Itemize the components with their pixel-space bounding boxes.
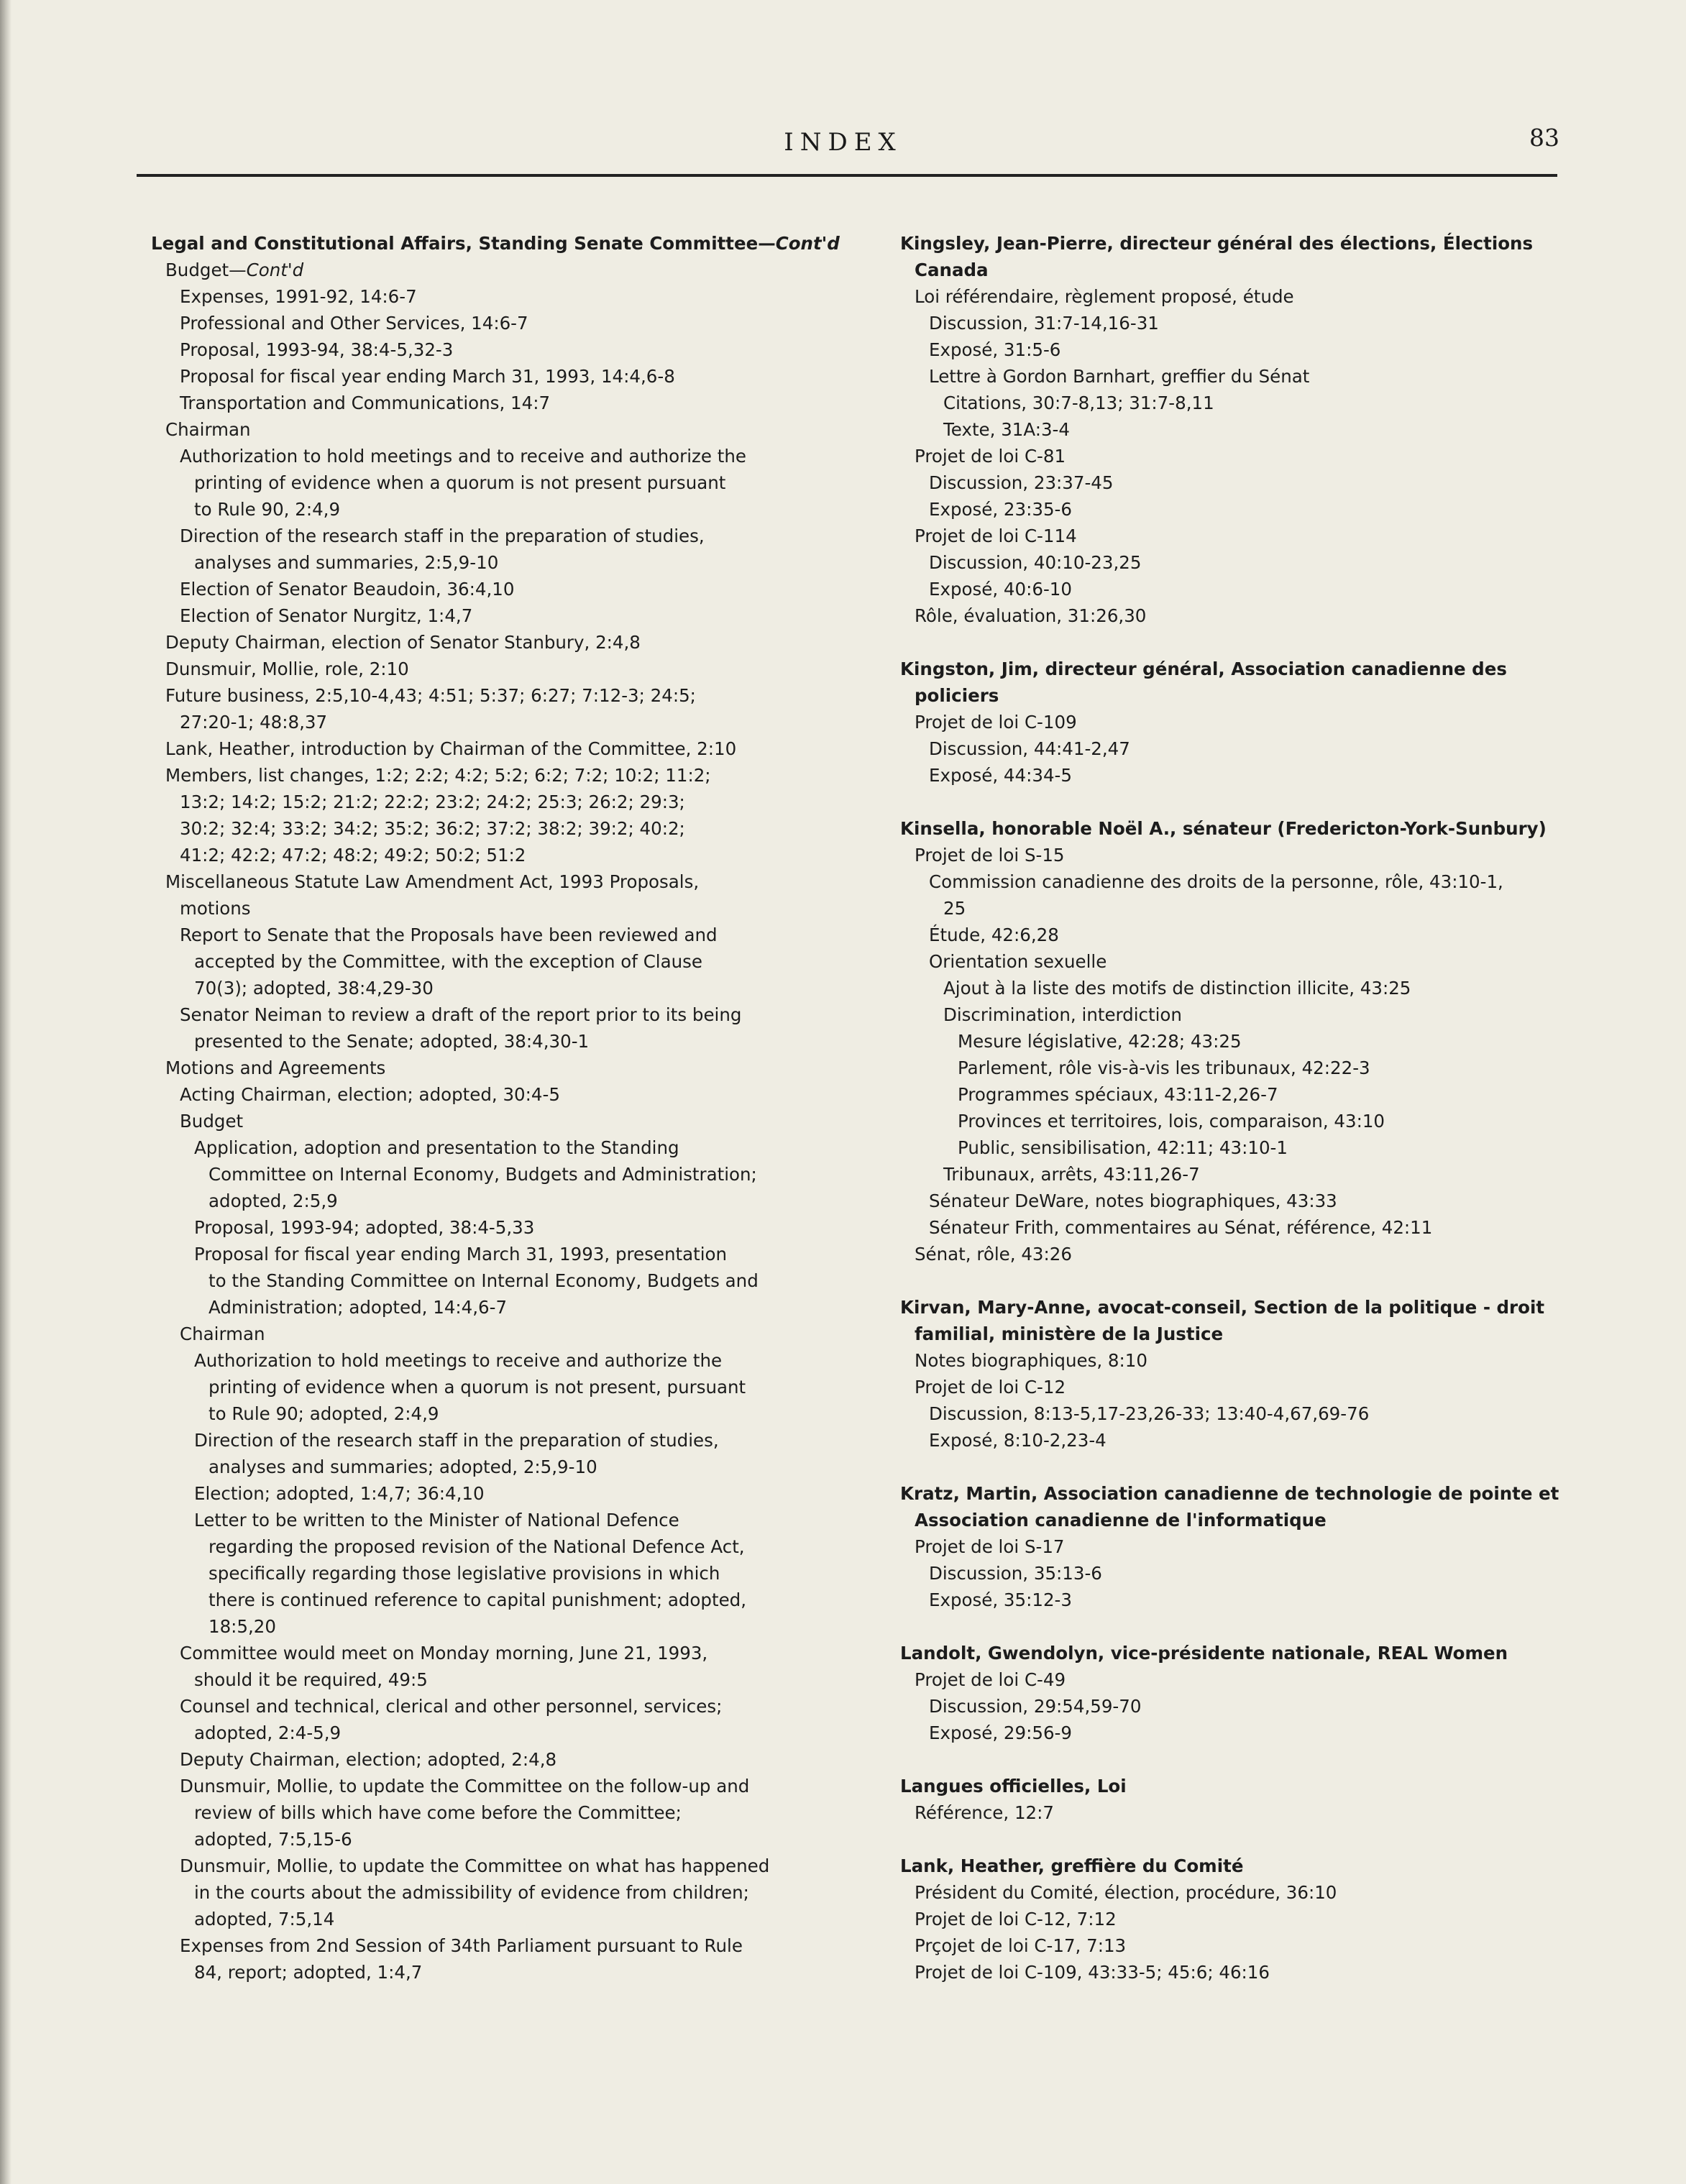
index-entry-line: Counsel and technical, clerical and other personnel, services; [180, 1696, 723, 1717]
index-entry-line [180, 283, 841, 310]
index-entry-text: Projet de loi C-109, 43:33-5; 45:6; 46:16 [915, 1962, 1270, 1983]
index-entry-line [180, 363, 841, 390]
index-column-right [900, 230, 1590, 1986]
index-entry [900, 1879, 1590, 1906]
index-entry-line [900, 1853, 1590, 1879]
index-entry [900, 1427, 1590, 1454]
index-entry-line [958, 1134, 1590, 1161]
index-entry [900, 1720, 1590, 1746]
index-entry-line [915, 709, 1590, 735]
index-entry-line [915, 443, 1590, 469]
index-entry-line: printing of evidence when a quorum is not present pursuant [194, 472, 726, 493]
index-entry-line [165, 257, 841, 283]
index-entry [900, 1347, 1590, 1374]
index-entry-line [180, 1321, 841, 1347]
index-entry-line: Authorization to hold meetings and to receive and authorize the [180, 446, 746, 467]
index-entry-text: Prçojet de loi C-17, 7:13 [915, 1935, 1127, 1956]
index-entry [900, 709, 1590, 735]
index-entry-text: Discussion, 35:13-6 [929, 1563, 1102, 1584]
index-entry-line [194, 1214, 841, 1241]
index-entry-line: Association canadienne de l'informatique [915, 1510, 1327, 1531]
index-entry-line [929, 948, 1590, 975]
index-entry-line [165, 656, 841, 682]
index-entry-line: review of bills which have come before the Committee; [194, 1802, 682, 1823]
index-entry-line: there is continued reference to capital punishment; adopted, [209, 1589, 746, 1610]
index-entry [900, 576, 1590, 602]
index-entry [151, 1746, 841, 1773]
index-entry-line [180, 1108, 841, 1134]
index-entry-line [165, 1055, 841, 1081]
index-entry-line [929, 310, 1590, 336]
index-entry-line [165, 735, 841, 762]
index-entry-text: Discussion, 40:10-23,25 [929, 552, 1142, 573]
index-entry-line [929, 1587, 1590, 1613]
index-entry-line [915, 1666, 1590, 1693]
index-entry-text: Lettre à Gordon Barnhart, greffier du Sénat [929, 366, 1310, 387]
index-entry [151, 1347, 841, 1427]
index-entry-line: in the courts about the admissibility of evidence from children; [194, 1882, 749, 1903]
index-heading [900, 1773, 1590, 1799]
index-entry-line: adopted, 2:4-5,9 [194, 1722, 342, 1743]
index-entry-text: Exposé, 29:56-9 [929, 1722, 1072, 1743]
index-entry [151, 1108, 841, 1134]
index-entry [151, 363, 841, 390]
index-entry-line [151, 230, 841, 257]
index-entry-line [180, 390, 841, 416]
index-entry-line [915, 1959, 1590, 1986]
index-entry-line [900, 1640, 1590, 1666]
index-entry-text: Discussion, 23:37-45 [929, 472, 1114, 493]
index-entry-text: Projet de loi C-114 [915, 526, 1077, 546]
index-heading [900, 1853, 1590, 1879]
index-entry-line [958, 1081, 1590, 1108]
index-entry [151, 1055, 841, 1081]
index-entry-line [943, 416, 1590, 443]
index-entry-line [929, 363, 1590, 390]
index-entry [900, 390, 1590, 416]
index-entry [900, 310, 1590, 336]
index-entry-line: 41:2; 42:2; 47:2; 48:2; 49:2; 50:2; 51:2 [180, 845, 526, 866]
index-entry-line [180, 602, 841, 629]
index-entry-text: Parlement, rôle vis-à-vis les tribunaux, 42:22-3 [958, 1057, 1370, 1078]
index-entry-line: Kratz, Martin, Association canadienne de technologie de pointe et [900, 1483, 1559, 1504]
index-entry [151, 1480, 841, 1507]
index-entry-text: Kinsella, honorable Noël A., sénateur (Fredericton-York-Sunbury) [900, 818, 1547, 839]
index-entry-line [915, 1533, 1590, 1560]
index-entry-text: Budget— [165, 260, 247, 280]
index-entry-line [180, 1746, 841, 1773]
index-entry-text: Tribunaux, arrêts, 43:11,26-7 [943, 1164, 1200, 1185]
index-entry-line: printing of evidence when a quorum is not present, pursuant [209, 1377, 746, 1398]
index-entry-text: Loi référendaire, règlement proposé, étude [915, 286, 1294, 307]
index-entry-text: Budget [180, 1111, 244, 1132]
index-entry-text: Lank, Heather, introduction by Chairman of the Committee, 2:10 [165, 738, 737, 759]
index-entry-line [165, 629, 841, 656]
index-entry-text: Exposé, 44:34-5 [929, 765, 1072, 786]
index-entry-text: Programmes spéciaux, 43:11-2,26-7 [958, 1084, 1278, 1105]
index-entry-line [915, 1906, 1590, 1932]
index-entry [900, 1055, 1590, 1081]
index-entry-text: Président du Comité, élection, procédure, 36:10 [915, 1882, 1337, 1903]
index-entry-line [915, 523, 1590, 549]
index-entry [900, 1374, 1590, 1400]
index-entry [900, 602, 1590, 629]
index-entry-text: Election of Senator Nurgitz, 1:4,7 [180, 605, 473, 626]
index-entry-line [929, 1188, 1590, 1214]
index-entry-text: Projet de loi S-17 [915, 1536, 1065, 1557]
index-entry-line: Report to Senate that the Proposals have been reviewed and [180, 924, 718, 945]
index-entry [900, 1028, 1590, 1055]
index-entry-text: Lank, Heather, greffière du Comité [900, 1855, 1244, 1876]
index-entry-text: Professional and Other Services, 14:6-7 [180, 313, 528, 334]
index-entry-text: Rôle, évaluation, 31:26,30 [915, 605, 1147, 626]
index-entry [151, 1001, 841, 1055]
index-entry-text: Motions and Agreements [165, 1057, 386, 1078]
index-entry-text: Deputy Chairman, election; adopted, 2:4,8 [180, 1749, 557, 1770]
index-entry-line [929, 496, 1590, 523]
index-entry-line [929, 1427, 1590, 1454]
index-entry [900, 496, 1590, 523]
index-entry [151, 1134, 841, 1214]
index-entry-line: 70(3); adopted, 38:4,29-30 [194, 978, 434, 999]
index-entry-line [958, 1055, 1590, 1081]
index-entry [900, 1241, 1590, 1267]
index-entry-line [900, 815, 1590, 842]
index-entry-text: Projet de loi S-15 [915, 845, 1065, 866]
index-entry-line: Miscellaneous Statute Law Amendment Act, 1993 Proposals, [165, 871, 700, 892]
index-entry [900, 1666, 1590, 1693]
index-entry-text: Acting Chairman, election; adopted, 30:4-5 [180, 1084, 560, 1105]
index-entry-text: Proposal, 1993-94; adopted, 38:4-5,33 [194, 1217, 535, 1238]
index-entry-line [943, 390, 1590, 416]
index-entry-line: analyses and summaries; adopted, 2:5,9-10 [209, 1456, 597, 1477]
index-entry [900, 1400, 1590, 1427]
index-entry-text: Référence, 12:7 [915, 1802, 1054, 1823]
index-entry [900, 1932, 1590, 1959]
index-entry [151, 310, 841, 336]
index-entry-suffix: Cont'd [775, 233, 840, 254]
index-entry-line [929, 1720, 1590, 1746]
index-entry-line [929, 922, 1590, 948]
index-entry-text: Ajout à la liste des motifs de distinction illicite, 43:25 [943, 978, 1411, 999]
index-entry-line: Expenses from 2nd Session of 34th Parliament pursuant to Rule [180, 1935, 743, 1956]
index-entry-line [915, 1374, 1590, 1400]
index-entry-text: Proposal, 1993-94, 38:4-5,32-3 [180, 339, 454, 360]
index-entry [900, 1108, 1590, 1134]
index-entry-line: accepted by the Committee, with the exception of Clause [194, 951, 702, 972]
index-entry-text: Landolt, Gwendolyn, vice-présidente nationale, REAL Women [900, 1643, 1508, 1664]
index-entry-text: Provinces et territoires, lois, comparaison, 43:10 [958, 1111, 1385, 1132]
index-entry-line: Kirvan, Mary-Anne, avocat-conseil, Section de la politique - droit [900, 1297, 1545, 1318]
index-entry [900, 1214, 1590, 1241]
index-entry-text: Discussion, 8:13-5,17-23,26-33; 13:40-4,67,69-76 [929, 1403, 1370, 1424]
index-entry-text: Projet de loi C-49 [915, 1669, 1066, 1690]
index-entry-text: Exposé, 40:6-10 [929, 579, 1072, 600]
index-entry [900, 868, 1590, 922]
index-entry [900, 1959, 1590, 1986]
index-entry-text: Expenses, 1991-92, 14:6-7 [180, 286, 417, 307]
index-entry-line: regarding the proposed revision of the National Defence Act, [209, 1536, 745, 1557]
index-entry-line: Direction of the research staff in the preparation of studies, [194, 1430, 719, 1451]
index-entry [151, 283, 841, 310]
index-entry-text: Dunsmuir, Mollie, role, 2:10 [165, 659, 409, 679]
index-entry [151, 868, 841, 922]
index-entry-text: Sénateur DeWare, notes biographiques, 43:33 [929, 1190, 1337, 1211]
index-entry-line: 30:2; 32:4; 33:2; 34:2; 35:2; 36:2; 37:2; 38:2; 39:2; 40:2; [180, 818, 685, 839]
index-entry-line [165, 416, 841, 443]
index-entry-line: Senator Neiman to review a draft of the report prior to its being [180, 1004, 742, 1025]
index-heading [900, 1480, 1590, 1533]
index-entry-line [929, 576, 1590, 602]
index-entry-line [180, 336, 841, 363]
index-heading [900, 815, 1590, 842]
index-entry [900, 948, 1590, 975]
index-entry [900, 1587, 1590, 1613]
index-entry [900, 922, 1590, 948]
index-entry-text: Exposé, 8:10-2,23-4 [929, 1430, 1107, 1451]
index-entry-line [929, 1560, 1590, 1587]
index-entry [900, 443, 1590, 469]
index-entry-line [180, 1081, 841, 1108]
index-entry-text: Discussion, 31:7-14,16-31 [929, 313, 1159, 334]
index-entry [900, 1081, 1590, 1108]
index-entry-line [915, 1799, 1590, 1826]
index-heading [151, 230, 841, 257]
index-entry-line: Kingston, Jim, directeur général, Association canadienne des [900, 659, 1507, 679]
index-entry-text: Notes biographiques, 8:10 [915, 1350, 1147, 1371]
index-entry-line [929, 1214, 1590, 1241]
index-entry-suffix: Cont'd [246, 260, 304, 280]
index-entry-line [915, 1347, 1590, 1374]
index-entry-line [180, 576, 841, 602]
index-entry-line: Committee on Internal Economy, Budgets and Administration; [209, 1164, 757, 1185]
index-entry-line: Future business, 2:5,10-4,43; 4:51; 5:37; 6:27; 7:12-3; 24:5; [165, 685, 696, 706]
index-entry-line [915, 602, 1590, 629]
index-entry [151, 576, 841, 602]
index-entry [900, 1560, 1590, 1587]
index-entry-line: adopted, 7:5,15-6 [194, 1829, 352, 1850]
index-entry-text: Sénat, rôle, 43:26 [915, 1244, 1072, 1265]
index-entry-line: familial, ministère de la Justice [915, 1323, 1224, 1344]
index-heading [900, 1640, 1590, 1666]
index-entry-text: Exposé, 23:35-6 [929, 499, 1072, 520]
index-entry-line [929, 1400, 1590, 1427]
index-entry-line: analyses and summaries, 2:5,9-10 [194, 552, 499, 573]
index-entry-text: Public, sensibilisation, 42:11; 43:10-1 [958, 1137, 1288, 1158]
index-entry-line: to the Standing Committee on Internal Economy, Budgets and [209, 1270, 759, 1291]
index-heading [900, 230, 1590, 283]
index-entry [151, 416, 841, 443]
index-entry-line: policiers [915, 685, 999, 706]
index-entry-text: Election; adopted, 1:4,7; 36:4,10 [194, 1483, 485, 1504]
index-entry-text: Chairman [165, 419, 251, 440]
index-heading [900, 656, 1590, 709]
index-entry [151, 1693, 841, 1746]
index-entry-text: Deputy Chairman, election of Senator Stanbury, 2:4,8 [165, 632, 641, 653]
index-entry [900, 283, 1590, 310]
index-entry-line: should it be required, 49:5 [194, 1669, 428, 1690]
index-entry [151, 1214, 841, 1241]
index-entry-text: Orientation sexuelle [929, 951, 1107, 972]
index-entry-line: Committee would meet on Monday morning, June 21, 1993, [180, 1643, 708, 1664]
index-entry-line: specifically regarding those legislative provisions in which [209, 1563, 720, 1584]
index-entry [151, 682, 841, 735]
index-entry [151, 523, 841, 576]
index-entry-line: Administration; adopted, 14:4,6-7 [209, 1297, 508, 1318]
index-entry-text: Citations, 30:7-8,13; 31:7-8,11 [943, 393, 1214, 413]
index-entry-line [915, 1241, 1590, 1267]
index-entry-line [915, 283, 1590, 310]
index-entry-text: Discussion, 44:41-2,47 [929, 738, 1130, 759]
index-entry [151, 922, 841, 1001]
index-column-left [151, 230, 841, 1986]
index-entry-line: Letter to be written to the Minister of National Defence [194, 1510, 679, 1531]
index-entry-text: Projet de loi C-81 [915, 446, 1066, 467]
index-entry-text: Projet de loi C-12, 7:12 [915, 1909, 1117, 1930]
index-entry [900, 1161, 1590, 1188]
index-entry [151, 1773, 841, 1853]
index-entry-line: adopted, 2:5,9 [209, 1190, 338, 1211]
index-entry-line: Dunsmuir, Mollie, to update the Committee on the follow-up and [180, 1776, 750, 1797]
index-entry [151, 1241, 841, 1321]
page-title: INDEX [784, 128, 902, 157]
index-entry-text: Mesure législative, 42:28; 43:25 [958, 1031, 1242, 1052]
index-entry [900, 1533, 1590, 1560]
page-number: 83 [1529, 124, 1559, 152]
index-entry-text: Projet de loi C-109 [915, 712, 1077, 733]
index-entry [900, 735, 1590, 762]
index-entry-line: Kingsley, Jean-Pierre, directeur général des élections, Élections [900, 233, 1534, 254]
scan-edge-shadow [0, 0, 12, 2184]
index-entry [900, 1134, 1590, 1161]
index-entry-text: Exposé, 31:5-6 [929, 339, 1061, 360]
index-entry [151, 336, 841, 363]
index-entry-line: 18:5,20 [209, 1616, 276, 1637]
index-entry-line: 84, report; adopted, 1:4,7 [194, 1962, 423, 1983]
index-entry [151, 656, 841, 682]
index-entry [151, 1853, 841, 1932]
index-entry-line [929, 549, 1590, 576]
index-entry-text: Transportation and Communications, 14:7 [180, 393, 551, 413]
index-entry-line [943, 1001, 1590, 1028]
index-entry [900, 1906, 1590, 1932]
index-entry-line [929, 735, 1590, 762]
index-entry-line [915, 1932, 1590, 1959]
index-entry [151, 1640, 841, 1693]
index-entry [151, 735, 841, 762]
index-entry [151, 1321, 841, 1347]
index-entry-line [943, 975, 1590, 1001]
index-entry [151, 629, 841, 656]
index-entry [151, 1932, 841, 1986]
index-entry-line: 25 [943, 898, 966, 919]
index-entry-text: Exposé, 35:12-3 [929, 1589, 1072, 1610]
index-entry-line [929, 762, 1590, 789]
index-entry [900, 1001, 1590, 1028]
index-entry [900, 523, 1590, 549]
index-entry-line: to Rule 90, 2:4,9 [194, 499, 341, 520]
index-entry [900, 842, 1590, 868]
index-entry [151, 602, 841, 629]
index-entry [151, 257, 841, 283]
index-entry-text: Texte, 31A:3-4 [943, 419, 1070, 440]
index-entry [900, 975, 1590, 1001]
index-entry [900, 1188, 1590, 1214]
index-entry [151, 1507, 841, 1640]
index-entry-line [958, 1028, 1590, 1055]
index-entry-line: motions [180, 898, 251, 919]
index-entry-line: Canada [915, 260, 989, 280]
index-entry [900, 549, 1590, 576]
index-entry [900, 469, 1590, 496]
index-entry [151, 390, 841, 416]
index-entry [151, 443, 841, 523]
index-entry-line: Commission canadienne des droits de la personne, rôle, 43:10-1, [929, 871, 1503, 892]
index-entry-text: Langues officielles, Loi [900, 1776, 1127, 1797]
index-entry-line: 13:2; 14:2; 15:2; 21:2; 22:2; 23:2; 24:2; 25:3; 26:2; 29:3; [180, 792, 685, 812]
index-entry [900, 1693, 1590, 1720]
index-entry-text: Election of Senator Beaudoin, 36:4,10 [180, 579, 515, 600]
index-entry-text: Chairman [180, 1323, 265, 1344]
index-entry-text: Sénateur Frith, commentaires au Sénat, référence, 42:11 [929, 1217, 1433, 1238]
index-entry-line: adopted, 7:5,14 [194, 1909, 335, 1930]
index-entry-text: Étude, 42:6,28 [929, 924, 1059, 945]
index-entry-line: 27:20-1; 48:8,37 [180, 712, 328, 733]
index-entry-line: Application, adoption and presentation to the Standing [194, 1137, 679, 1158]
index-entry [151, 762, 841, 868]
index-entry-line: Dunsmuir, Mollie, to update the Committee on what has happened [180, 1855, 770, 1876]
header-rule [137, 174, 1557, 177]
index-entry-line: presented to the Senate; adopted, 38:4,30-1 [194, 1031, 590, 1052]
index-entry [900, 1799, 1590, 1826]
index-entry [900, 416, 1590, 443]
index-entry-line: Proposal for fiscal year ending March 31, 1993, presentation [194, 1244, 728, 1265]
index-entry-line [943, 1161, 1590, 1188]
index-entry-line [915, 1879, 1590, 1906]
index-entry-line [180, 310, 841, 336]
index-heading [900, 1294, 1590, 1347]
index-entry-line [194, 1480, 841, 1507]
index-entry [900, 336, 1590, 363]
index-entry-line [929, 469, 1590, 496]
index-entry-text: Discussion, 29:54,59-70 [929, 1696, 1142, 1717]
index-entry-text: Proposal for fiscal year ending March 31, 1993, 14:4,6-8 [180, 366, 675, 387]
index-entry-line: Authorization to hold meetings to receive and authorize the [194, 1350, 723, 1371]
index-entry-text: Discrimination, interdiction [943, 1004, 1182, 1025]
index-entry-line: Members, list changes, 1:2; 2:2; 4:2; 5:2; 6:2; 7:2; 10:2; 11:2; [165, 765, 711, 786]
index-entry-line: to Rule 90; adopted, 2:4,9 [209, 1403, 439, 1424]
index-entry [151, 1081, 841, 1108]
index-entry-line [929, 1693, 1590, 1720]
index-entry [151, 1427, 841, 1480]
index-entry [900, 762, 1590, 789]
index-entry-line [915, 842, 1590, 868]
index-entry-text: Projet de loi C-12 [915, 1377, 1066, 1398]
index-entry-text: Legal and Constitutional Affairs, Standing Senate Committee— [151, 233, 776, 254]
index-entry-line [929, 336, 1590, 363]
index-entry [900, 363, 1590, 390]
index-entry-line [958, 1108, 1590, 1134]
index-entry-line: Direction of the research staff in the preparation of studies, [180, 526, 705, 546]
index-entry-line [900, 1773, 1590, 1799]
